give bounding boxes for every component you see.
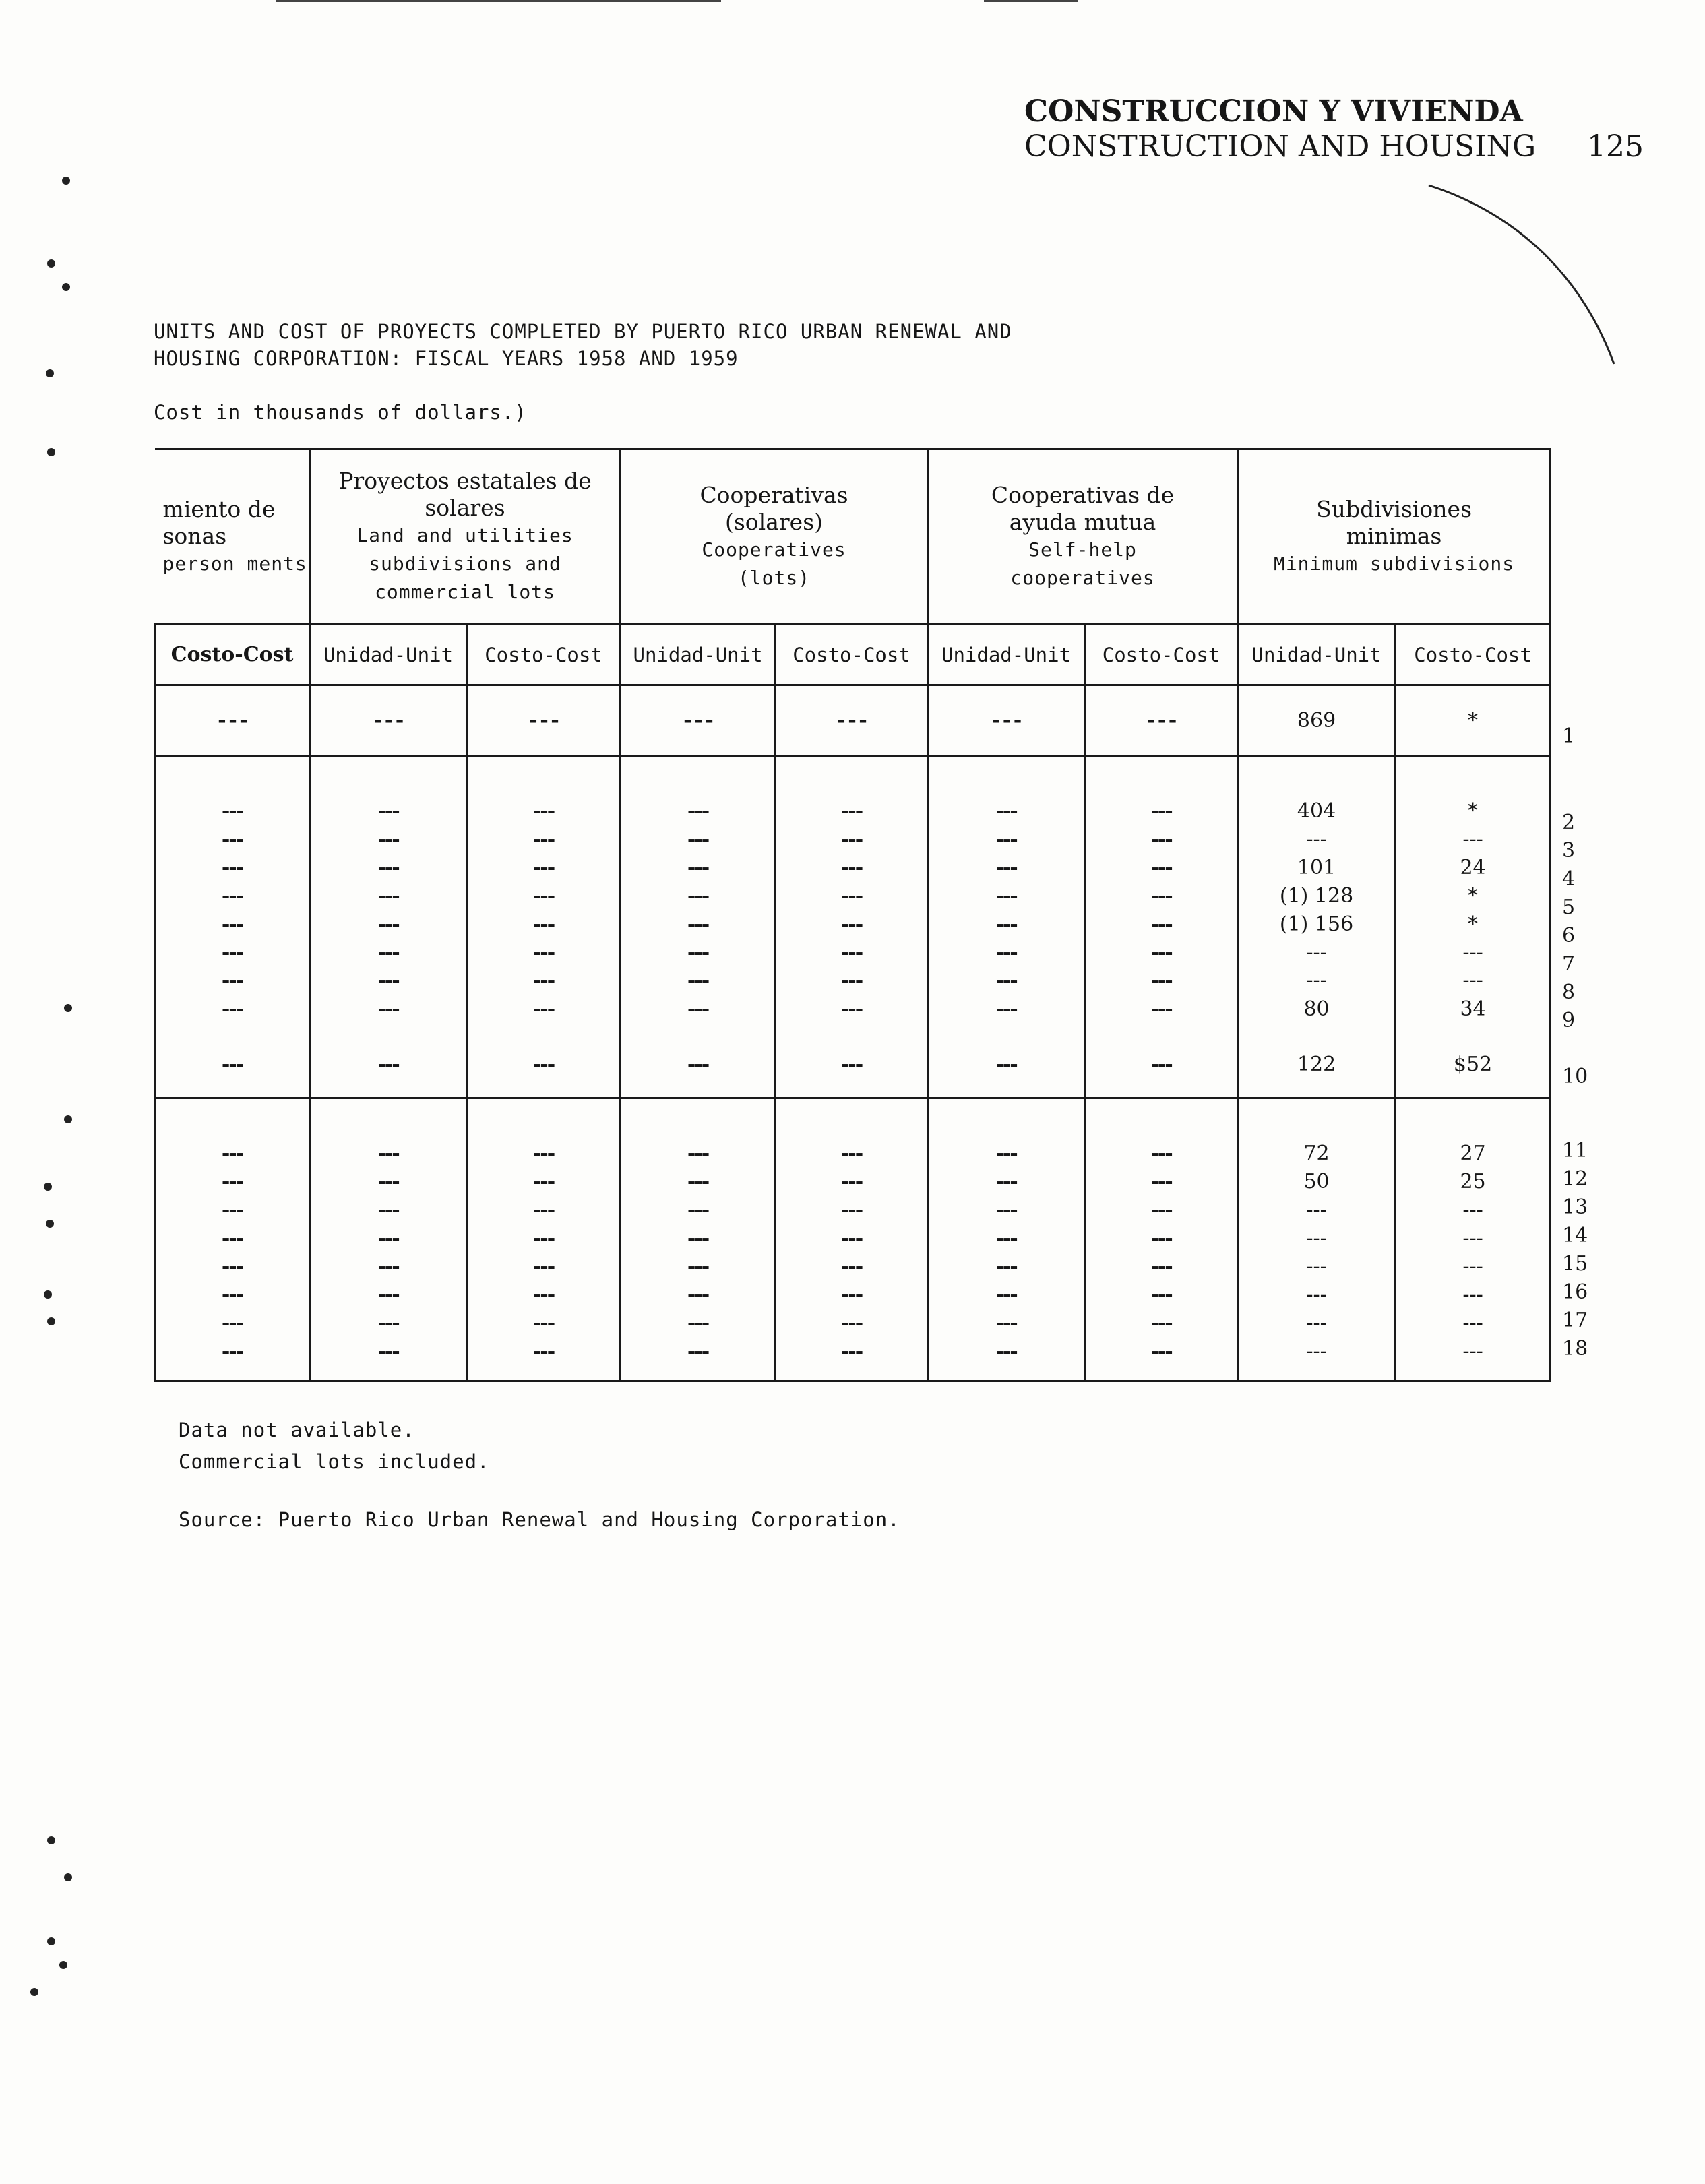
cell: --- [1462, 941, 1483, 964]
cell: --- [377, 856, 399, 879]
cell: --- [995, 1142, 1017, 1165]
cell-value: --- [371, 708, 405, 732]
r1-c4 [621, 685, 776, 756]
r1-c5 [776, 685, 928, 756]
cell: --- [995, 828, 1017, 851]
r1-c6 [928, 685, 1085, 756]
cell: 34 [1460, 997, 1486, 1021]
row-number: 15 [1562, 1252, 1588, 1276]
cell: --- [687, 1226, 709, 1250]
cell: --- [377, 884, 399, 908]
top-edge-rule [276, 0, 721, 2]
cell: --- [532, 1170, 555, 1193]
cell: --- [1306, 1198, 1327, 1222]
cell: --- [1150, 912, 1172, 936]
cell: --- [1462, 1311, 1483, 1335]
cell: $52 [1453, 1053, 1493, 1076]
cell-value: --- [216, 708, 249, 732]
subheader-8: Unidad-Unit [1238, 625, 1396, 685]
cell: --- [995, 1283, 1017, 1307]
cell: * [1468, 912, 1479, 936]
col-values [776, 1140, 927, 1366]
cell: --- [377, 912, 399, 936]
block3-col-1 [155, 1098, 310, 1381]
cell: --- [1150, 969, 1172, 993]
cell: --- [995, 856, 1017, 879]
row-number: 2 [1562, 811, 1576, 834]
cell: --- [532, 1255, 555, 1278]
cell: --- [532, 1283, 555, 1307]
cell-value: --- [1144, 708, 1178, 732]
cell: --- [221, 1198, 243, 1222]
cell: --- [840, 941, 863, 964]
cell: --- [221, 969, 243, 993]
col-values [1086, 1140, 1237, 1366]
cell: --- [995, 1170, 1017, 1193]
r1-c1 [155, 685, 310, 756]
cell: --- [221, 1053, 243, 1076]
cell: --- [840, 1311, 863, 1335]
scan-speck [47, 259, 55, 268]
cell: --- [221, 828, 243, 851]
spacer-cell [1551, 625, 1554, 685]
block2-col-9 [1396, 756, 1551, 1098]
cell: --- [995, 1340, 1017, 1363]
group-header-row [155, 449, 1554, 625]
cell: --- [995, 1198, 1017, 1222]
table-title-line-1: UNITS AND COST OF PROYECTS COMPLETED BY PUERTO RICO URBAN RENEWAL AND [154, 320, 1012, 343]
cell: --- [687, 884, 709, 908]
col-values [468, 1140, 619, 1366]
cell: --- [995, 912, 1017, 936]
table-block-3 [155, 1098, 1554, 1381]
row-number: 16 [1562, 1280, 1588, 1304]
cell: --- [1150, 997, 1172, 1021]
header-spanish: CONSTRUCCION Y VIVIENDA [1024, 94, 1523, 129]
cell: --- [995, 969, 1017, 993]
group-header-5 [1238, 449, 1551, 625]
cell-value: --- [835, 708, 868, 732]
group-1-es: miento de sonas [162, 495, 276, 549]
subheader-4: Unidad-Unit [621, 625, 776, 685]
block3-col-5 [776, 1098, 928, 1381]
cell: --- [687, 1340, 709, 1363]
cell: --- [840, 1283, 863, 1307]
cell: --- [1150, 799, 1172, 823]
cell: --- [1462, 1255, 1483, 1278]
cell: 80 [1303, 997, 1330, 1021]
scan-speck [46, 1220, 54, 1228]
subheader-9: Costo-Cost [1396, 625, 1551, 685]
cell: 50 [1303, 1170, 1330, 1193]
cell: --- [840, 799, 863, 823]
cell: --- [840, 856, 863, 879]
row-number: 13 [1562, 1195, 1588, 1219]
cell: --- [840, 1340, 863, 1363]
top-edge-mark [984, 0, 1078, 2]
cell: --- [1150, 884, 1172, 908]
cell: 404 [1297, 799, 1336, 823]
cell: --- [995, 884, 1017, 908]
row-number: 9 [1562, 1009, 1576, 1032]
cell: --- [221, 997, 243, 1021]
r1-c9 [1396, 685, 1551, 756]
cell: --- [1462, 1198, 1483, 1222]
cell: --- [532, 1340, 555, 1363]
col-values [311, 1140, 466, 1366]
cell: (1) 128 [1279, 884, 1354, 908]
subheader-5: Costo-Cost [776, 625, 928, 685]
cell: --- [840, 1255, 863, 1278]
block2-col-3 [467, 756, 621, 1098]
cell: --- [995, 1053, 1017, 1076]
block2-col-2 [310, 756, 467, 1098]
cell: * [1468, 799, 1479, 823]
cell: (1) 156 [1279, 912, 1354, 936]
cell: --- [1306, 1226, 1327, 1250]
cell: --- [532, 884, 555, 908]
row-number: 6 [1562, 924, 1576, 947]
cell: --- [377, 997, 399, 1021]
block2-col-8 [1238, 756, 1396, 1098]
cell: --- [687, 941, 709, 964]
source-note: Source: Puerto Rico Urban Renewal and Housing Corporation. [179, 1508, 900, 1531]
group-2-en: Land and utilities subdivisions and commercial lots [356, 524, 574, 603]
col-values [1396, 1140, 1549, 1366]
cell: --- [221, 1142, 243, 1165]
cell: --- [995, 997, 1017, 1021]
scan-speck [64, 1004, 72, 1012]
cell: --- [687, 1198, 709, 1222]
cell: --- [1306, 969, 1327, 993]
group-5-es: Subdivisiones minimas [1316, 495, 1472, 549]
table-title-line-3: Cost in thousands of dollars.) [154, 401, 527, 424]
cell: --- [377, 1311, 399, 1335]
col-values [156, 797, 309, 1079]
page-number: 125 [1587, 129, 1644, 164]
r1-c3 [467, 685, 621, 756]
group-3-es: Cooperativas (solares) [700, 481, 848, 535]
cell: --- [532, 941, 555, 964]
cell: --- [840, 1170, 863, 1193]
row-number: 17 [1562, 1309, 1588, 1332]
cell: --- [221, 1340, 243, 1363]
cell: --- [1150, 1170, 1172, 1193]
cell: --- [532, 969, 555, 993]
cell: --- [377, 828, 399, 851]
table-row [155, 685, 1554, 756]
cell: --- [1150, 1198, 1172, 1222]
col-values [929, 797, 1084, 1079]
r1-c2 [310, 685, 467, 756]
cell: --- [1150, 856, 1172, 879]
cell: --- [840, 912, 863, 936]
cell: --- [221, 884, 243, 908]
col-values [311, 797, 466, 1079]
block2-col-5 [776, 756, 928, 1098]
cell: --- [840, 1198, 863, 1222]
cell: --- [532, 1311, 555, 1335]
scan-speck [44, 1290, 52, 1299]
group-header-4 [928, 449, 1238, 625]
cell: --- [1150, 1226, 1172, 1250]
cell: --- [377, 1053, 399, 1076]
cell: --- [1306, 828, 1327, 851]
scan-speck [64, 1115, 72, 1123]
cell: --- [532, 799, 555, 823]
subheader-7: Costo-Cost [1085, 625, 1238, 685]
subheader-row [155, 625, 1554, 685]
cell: --- [687, 1170, 709, 1193]
cell: --- [377, 1283, 399, 1307]
col-values [929, 1140, 1084, 1366]
cell: --- [840, 1142, 863, 1165]
cell-value: * [1468, 708, 1479, 732]
cell: --- [687, 969, 709, 993]
cell: --- [1150, 1053, 1172, 1076]
block3-col-3 [467, 1098, 621, 1381]
cell: --- [1150, 941, 1172, 964]
cell: --- [1150, 1311, 1172, 1335]
col-values [621, 797, 774, 1079]
cell: --- [687, 1142, 709, 1165]
row-number: 10 [1562, 1065, 1588, 1088]
col-values [1396, 797, 1549, 1079]
block3-col-2 [310, 1098, 467, 1381]
cell: --- [995, 941, 1017, 964]
col-values [1239, 797, 1394, 1079]
col-values [1239, 1140, 1394, 1366]
col-values [468, 797, 619, 1079]
scan-speck [59, 1961, 67, 1969]
subheader-2: Unidad-Unit [310, 625, 467, 685]
block3-col-6 [928, 1098, 1085, 1381]
cell: --- [1150, 828, 1172, 851]
group-1-en: person ments [162, 552, 307, 575]
cell: --- [995, 799, 1017, 823]
cell-value: --- [527, 708, 560, 732]
block2-col-6 [928, 756, 1085, 1098]
table-title-line-2: HOUSING CORPORATION: FISCAL YEARS 1958 AND 1959 [154, 347, 739, 370]
footnote-not-available: Data not available. [179, 1418, 415, 1441]
cell: --- [687, 1053, 709, 1076]
row-number: 18 [1562, 1337, 1588, 1361]
cell: * [1468, 884, 1479, 908]
cell: 24 [1460, 856, 1486, 879]
scan-speck [47, 1937, 55, 1945]
cell: 72 [1303, 1142, 1330, 1165]
cell: --- [377, 1198, 399, 1222]
block3-col-9 [1396, 1098, 1551, 1381]
group-4-es: Cooperativas de ayuda mutua [991, 481, 1175, 535]
scan-speck [62, 177, 70, 185]
subheader-3: Costo-Cost [467, 625, 621, 685]
block3-col-4 [621, 1098, 776, 1381]
cell: --- [840, 997, 863, 1021]
col-values [621, 1140, 774, 1366]
cell: --- [840, 884, 863, 908]
scan-speck [62, 283, 70, 291]
cell: --- [532, 1053, 555, 1076]
cell-value: 869 [1297, 708, 1336, 732]
cell: 25 [1460, 1170, 1486, 1193]
row-number: 5 [1562, 896, 1576, 919]
cell: --- [532, 1198, 555, 1222]
row-number: 14 [1562, 1224, 1588, 1247]
cell: --- [840, 1053, 863, 1076]
scan-speck [47, 1836, 55, 1844]
cell: --- [221, 1283, 243, 1307]
subheader-6: Unidad-Unit [928, 625, 1085, 685]
col-values [156, 1140, 309, 1366]
cell: --- [221, 941, 243, 964]
cell: --- [1462, 1283, 1483, 1307]
cell: --- [1462, 1340, 1483, 1363]
row-number: 4 [1562, 867, 1576, 891]
cell: --- [377, 1340, 399, 1363]
block3-col-8 [1238, 1098, 1396, 1381]
block3-col-7 [1085, 1098, 1238, 1381]
block2-col-4 [621, 756, 776, 1098]
scan-speck [47, 1317, 55, 1325]
cell: --- [1150, 1283, 1172, 1307]
group-header-1 [155, 449, 310, 625]
data-table [154, 448, 1554, 1382]
cell: --- [687, 1255, 709, 1278]
group-header-3 [621, 449, 928, 625]
cell: --- [1150, 1142, 1172, 1165]
group-header-2 [310, 449, 621, 625]
group-5-en: Minimum subdivisions [1273, 552, 1515, 575]
cell: --- [840, 1226, 863, 1250]
scan-speck [47, 448, 55, 456]
cell: --- [1306, 1340, 1327, 1363]
cell-value: --- [989, 708, 1023, 732]
cell: --- [221, 799, 243, 823]
group-3-en: Cooperatives (lots) [702, 538, 846, 589]
row-number: 7 [1562, 952, 1576, 976]
block2-col-1 [155, 756, 310, 1098]
cell: --- [377, 1255, 399, 1278]
cell: --- [1306, 1283, 1327, 1307]
cell: 101 [1297, 856, 1336, 879]
cell: --- [377, 941, 399, 964]
scan-speck [44, 1183, 52, 1191]
cell: --- [1306, 1255, 1327, 1278]
cell: --- [377, 799, 399, 823]
cell: --- [1462, 1226, 1483, 1250]
cell: --- [1306, 941, 1327, 964]
cell: --- [1150, 1340, 1172, 1363]
spacer-cell [1551, 449, 1554, 625]
cell: --- [995, 1311, 1017, 1335]
block2-col-7 [1085, 756, 1238, 1098]
cell: --- [221, 912, 243, 936]
row-number: 1 [1562, 724, 1576, 748]
r1-c8 [1238, 685, 1396, 756]
col-values [776, 797, 927, 1079]
cell: --- [995, 1255, 1017, 1278]
scan-speck [64, 1873, 72, 1881]
col-values [1086, 797, 1237, 1079]
cell: --- [532, 856, 555, 879]
footnote-commercial-lots: Commercial lots included. [179, 1450, 490, 1473]
group-2-es: Proyectos estatales de solares [338, 467, 592, 521]
spacer-cell [1551, 1098, 1554, 1381]
r1-c7 [1085, 685, 1238, 756]
cell: --- [532, 1226, 555, 1250]
cell: --- [221, 1311, 243, 1335]
row-number: 12 [1562, 1167, 1588, 1191]
cell: --- [532, 828, 555, 851]
cell: --- [1462, 828, 1483, 851]
row-number: 11 [1562, 1139, 1588, 1162]
cell: --- [1462, 969, 1483, 993]
cell: --- [995, 1226, 1017, 1250]
row-number: 3 [1562, 839, 1576, 863]
cell: --- [377, 969, 399, 993]
cell: --- [532, 912, 555, 936]
cell: --- [687, 1311, 709, 1335]
cell: --- [687, 997, 709, 1021]
cell: --- [532, 997, 555, 1021]
pen-stroke-mark [1422, 182, 1624, 377]
header-english: CONSTRUCTION AND HOUSING [1024, 129, 1537, 164]
cell: --- [377, 1170, 399, 1193]
row-number: 8 [1562, 980, 1576, 1004]
cell: --- [687, 828, 709, 851]
spacer-cell [1551, 685, 1554, 756]
spacer-cell [1551, 756, 1554, 1098]
table-block-2 [155, 756, 1554, 1098]
group-4-en: Self-help cooperatives [1010, 538, 1155, 589]
cell: 27 [1460, 1142, 1486, 1165]
cell: --- [221, 1170, 243, 1193]
cell: --- [377, 1142, 399, 1165]
cell: --- [840, 969, 863, 993]
cell: --- [532, 1142, 555, 1165]
cell-value: --- [681, 708, 714, 732]
cell: --- [1306, 1311, 1327, 1335]
cell: --- [687, 1283, 709, 1307]
scan-speck [30, 1988, 38, 1996]
cell: 122 [1297, 1053, 1336, 1076]
cell: --- [687, 799, 709, 823]
cell: --- [221, 856, 243, 879]
subheader-1: Costo-Cost [155, 625, 310, 685]
scan-speck [46, 369, 54, 377]
cell: --- [840, 828, 863, 851]
cell: --- [687, 912, 709, 936]
cell: --- [1150, 1255, 1172, 1278]
cell: --- [377, 1226, 399, 1250]
cell: --- [687, 856, 709, 879]
cell: --- [221, 1226, 243, 1250]
cell: --- [221, 1255, 243, 1278]
